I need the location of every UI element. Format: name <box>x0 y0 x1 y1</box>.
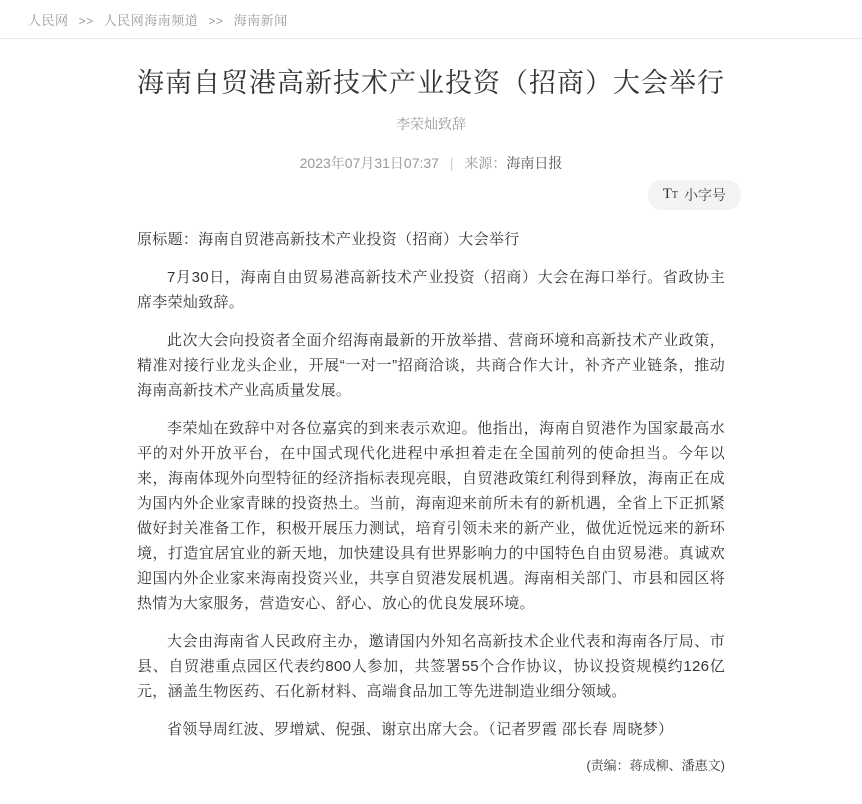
publish-date: 2023年07月31日07:37 <box>299 154 439 171</box>
original-title-line: 原标题：海南自贸港高新技术产业投资（招商）大会举行 <box>137 230 520 248</box>
header-divider <box>0 38 862 39</box>
paragraph-attendees: 省领导周红波、罗增斌、倪强、谢京出席大会。（记者罗霞 邵长春 周晓梦） <box>167 720 674 738</box>
breadcrumb-link-peoples-daily[interactable]: 人民网 <box>28 13 69 28</box>
paragraph-results: 大会由海南省人民政府主办，邀请国内外知名高新技术企业代表和海南各厅局、市县、自贸港重点园区代表约800人参加，共签署55个合作协议，协议投资规模约126亿元，涵盖生物医药、石化新材料、高端食品加工等先进制造业细分领域。 <box>137 632 725 700</box>
article-body <box>137 227 725 742</box>
paragraph-overview: 此次大会向投资者全面介绍海南最新的开放举措、营商环境和高新技术产业政策，精准对接行业龙头企业，开展“一对一”招商洽谈，共商合作大计，补齐产业链条，推动海南高新技术产业高质量发展。 <box>137 331 725 399</box>
breadcrumb <box>0 0 862 38</box>
article-subtitle: 李荣灿致辞 <box>396 115 466 132</box>
article-title: 海南自贸港高新技术产业投资（招商）大会举行 <box>137 68 725 98</box>
small-font-label: 小字号 <box>684 186 726 203</box>
source-name: 海南日报 <box>506 154 563 171</box>
source-label: 来源： <box>464 154 507 171</box>
breadcrumb-link-hainan-channel[interactable]: 人民网海南频道 <box>103 13 199 28</box>
meta-separator: | <box>449 154 454 171</box>
breadcrumb-link-hainan-news[interactable]: 海南新闻 <box>233 13 288 28</box>
article-content <box>137 67 725 804</box>
font-size-toolbar <box>137 180 741 210</box>
breadcrumb-separator: >> <box>78 14 94 28</box>
small-font-button[interactable] <box>648 180 741 210</box>
editor-credit: (责编：蒋成柳、潘惠文) <box>586 757 725 773</box>
paragraph-lead: 7月30日，海南自由贸易港高新技术产业投资（招商）大会在海口举行。省政协主席李荣灿致辞。 <box>137 268 725 311</box>
font-size-icon: TT <box>662 186 678 203</box>
breadcrumb-separator: >> <box>208 14 224 28</box>
paragraph-speech: 李荣灿在致辞中对各位嘉宾的到来表示欢迎。他指出，海南自贸港作为国家最高水平的对外开放平台，在中国式现代化进程中承担着走在全国前列的使命担当。今年以来，海南体现外向型特征的经济指标表现亮眼，自贸港政策红利得到释放，海南正在成为国内外企业家青睐的投资热土。当前，海南迎来前所未有的新机遇，全省上下正抓紧做好封关准备工作，积极开展压力测试，培育引领未来的新产业，做优近悦远来的新环境，打造宜居宜业的新天地，加快建设具有世界影响力的中国特色自由贸易港。真诚欢迎国内外企业家来海南投资兴业，共享自贸港发展机遇。海南相关部门、市县和园区将热情为大家服务，营造安心、舒心、放心的优良发展环境。 <box>137 419 725 612</box>
article-meta <box>137 153 725 173</box>
